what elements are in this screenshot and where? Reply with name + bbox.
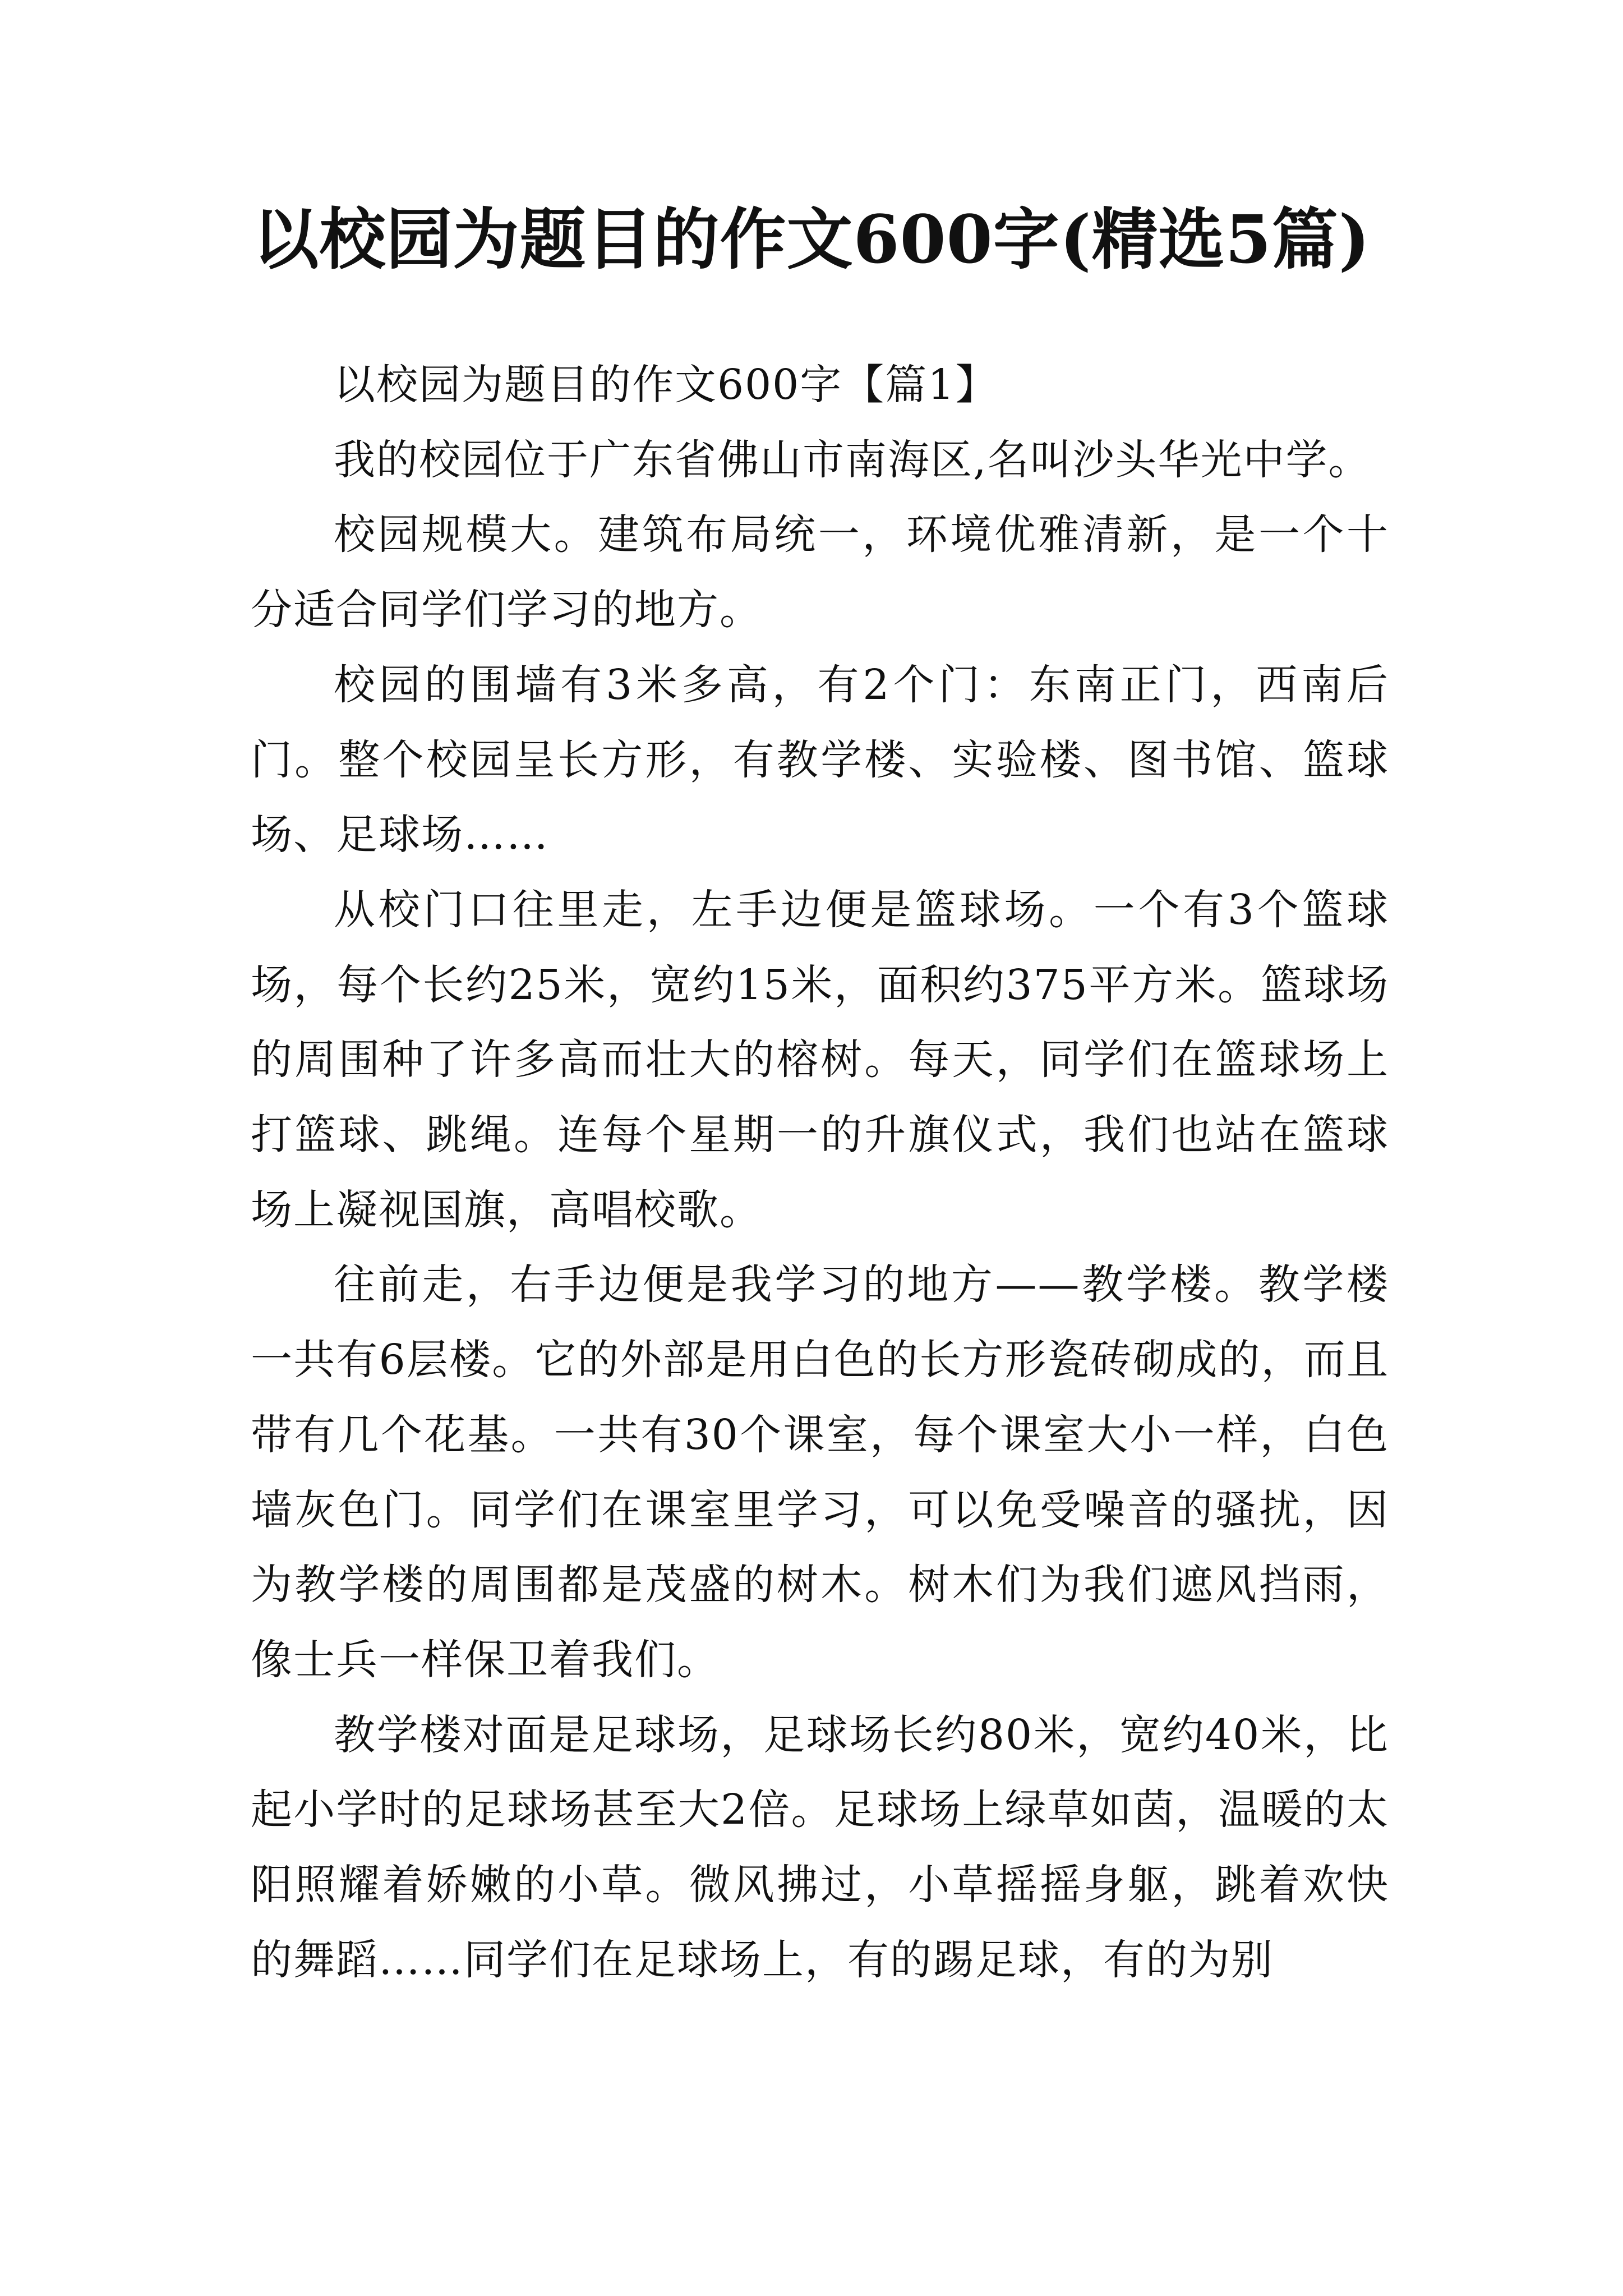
document-title: 以校园为题目的作文600字(精选5篇) xyxy=(252,200,1371,278)
paragraph: 教学楼对面是足球场，足球场长约80米，宽约40米，比起小学时的足球场甚至大2倍。足球场上绿草如茵，温暖的太阳照耀着娇嫩的小草。微风拂过，小草摇摇身躯，跳着欢快的舞蹈……同学们在足球场上，有的踢足球，有的为别 xyxy=(251,1710,1389,1984)
paragraph: 从校门口往里走，左手边便是篮球场。一个有3个篮球场，每个长约25米，宽约15米，面积约375平方米。篮球场的周围种了许多高而壮大的榕树。每天，同学们在篮球场上打篮球、跳绳。连每个星期一的升旗仪式，我们也站在篮球场上凝视国旗，高唱校歌。 xyxy=(251,885,1389,1234)
paragraph: 我的校园位于广东省佛山市南海区,名叫沙头华光中学。 xyxy=(334,435,1371,484)
paragraph: 校园的围墙有3米多高，有2个门：东南正门，西南后门。整个校园呈长方形，有教学楼、实验楼、图书馆、篮球场、足球场…… xyxy=(251,660,1389,859)
section-heading: 以校园为题目的作文600字【篇1】 xyxy=(334,361,998,409)
paragraph: 往前走，右手边便是我学习的地方——教学楼。教学楼一共有6层楼。它的外部是用白色的长方形瓷砖砌成的，而且带有几个花基。一共有30个课室，每个课室大小一样，白色墙灰色门。同学们在课室里学习，可以免受噪音的骚扰，因为教学楼的周围都是茂盛的树木。树木们为我们遮风挡雨，像士兵一样保卫着我们。 xyxy=(251,1260,1389,1684)
paragraph: 校园规模大。建筑布局统一，环境优雅清新，是一个十分适合同学们学习的地方。 xyxy=(251,510,1389,634)
document-body xyxy=(251,348,1389,1998)
